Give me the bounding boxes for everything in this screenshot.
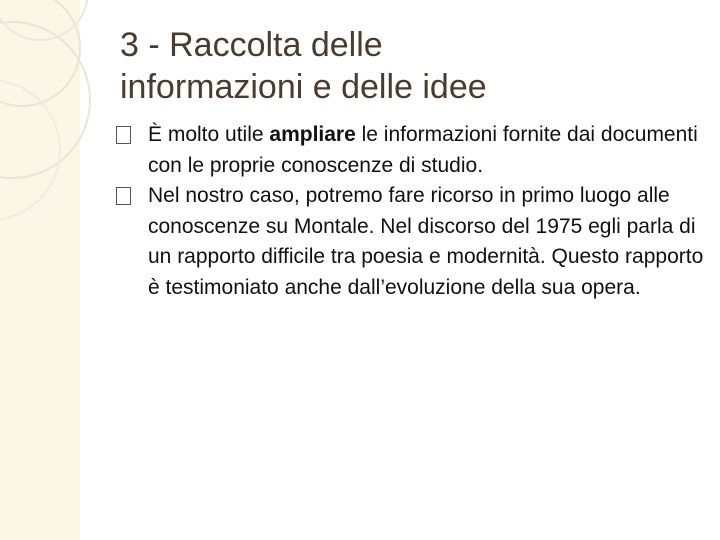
missing-glyph-box-icon bbox=[116, 126, 131, 144]
bullet-1-bold: ampliare bbox=[269, 123, 356, 146]
bullet-list bbox=[148, 120, 708, 303]
slide-title bbox=[120, 24, 680, 108]
title-line-2: informazioni e delle idee bbox=[120, 68, 487, 106]
bullet-1-prefix: È molto utile bbox=[148, 123, 270, 146]
title-line-1: 3 - Raccolta delle bbox=[120, 26, 383, 64]
bullet-item-2 bbox=[148, 181, 708, 303]
bullet-1-suffix: le informazioni fornite dai documenti con le proprie conoscenze di studio. bbox=[148, 123, 698, 177]
bullet-2-text: Nel nostro caso, potremo fare ricorso in primo luogo alle conoscenze su Montale. Nel discorso del 1975 egli parla di un rapporto difficile tra poesia e modernità. Questo rapporto è testimoniato anche dall’evoluzione della sua opera. bbox=[148, 184, 704, 299]
bullet-item-1 bbox=[148, 120, 708, 181]
missing-glyph-box-icon bbox=[116, 187, 131, 205]
